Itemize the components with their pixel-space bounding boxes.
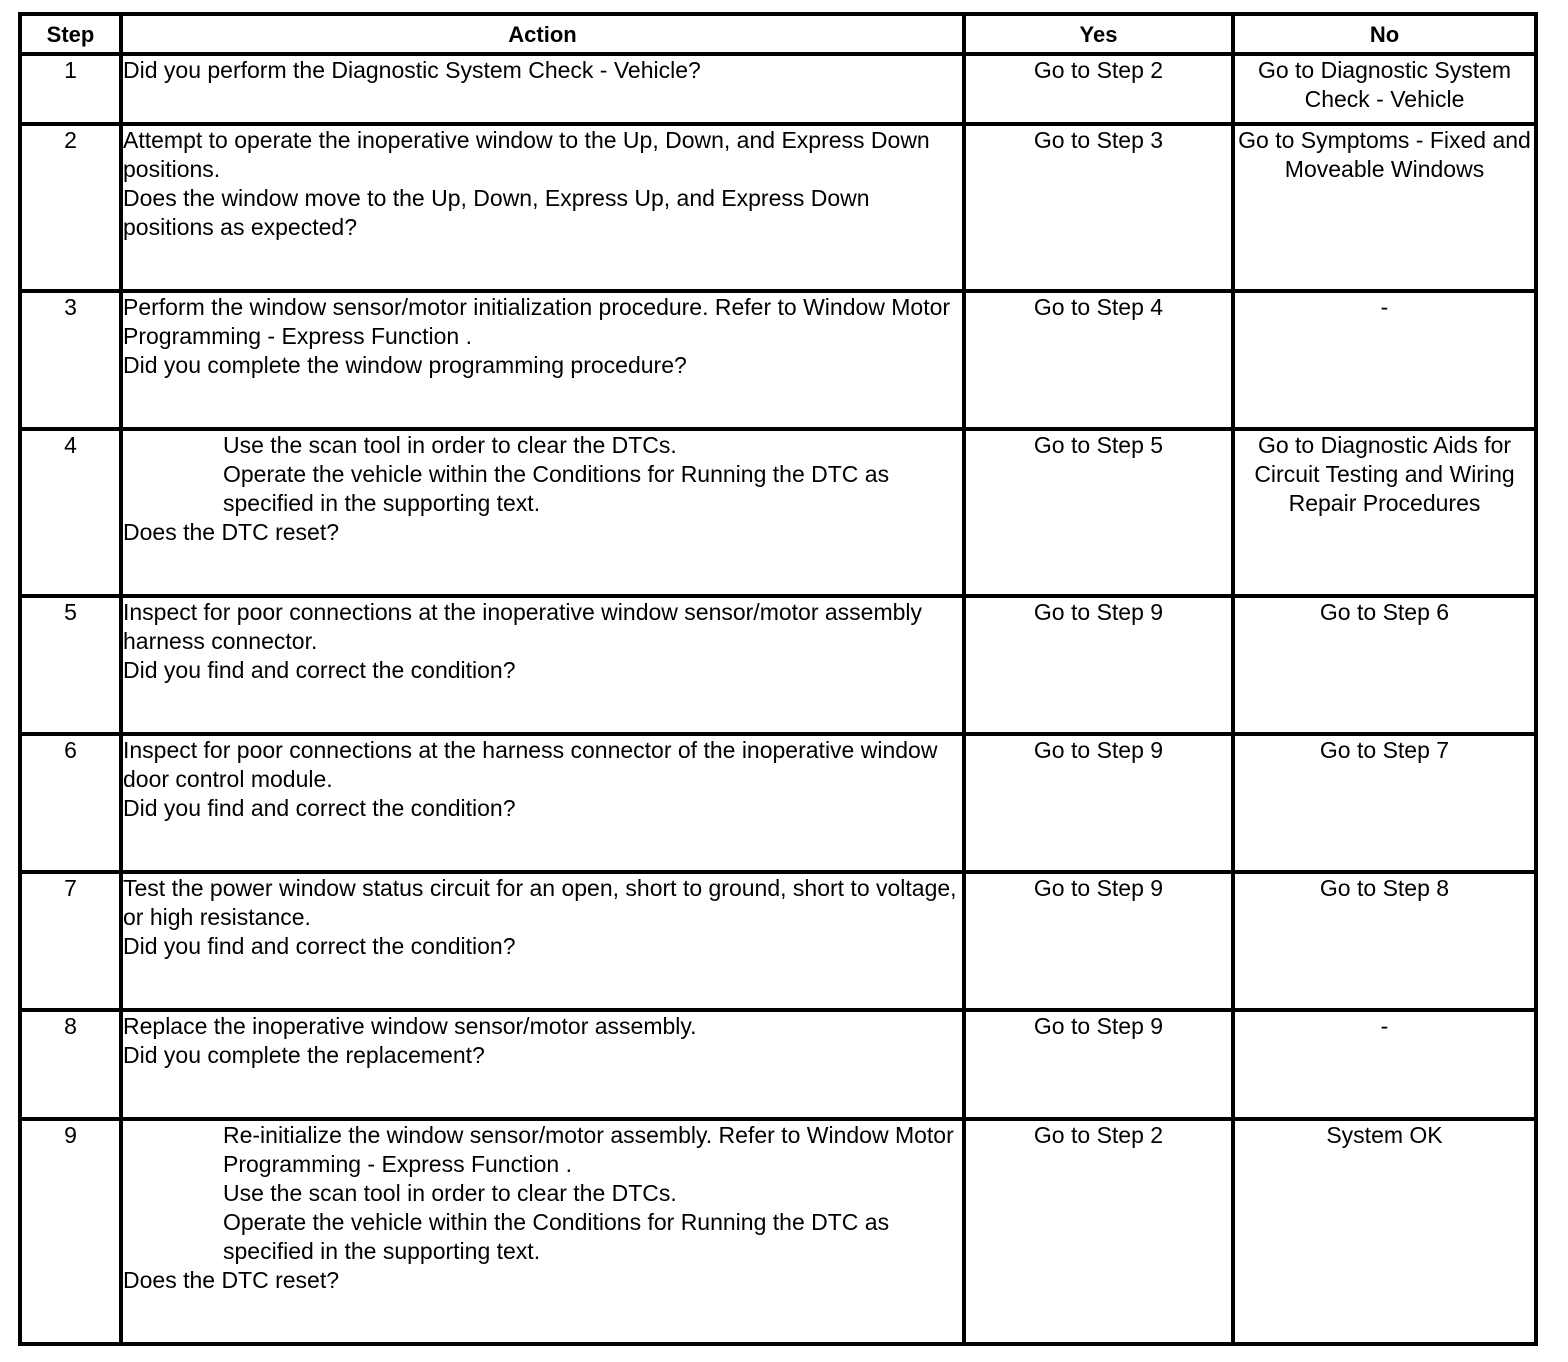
question-text: Does the DTC reset? xyxy=(123,519,340,545)
yes-result: Go to Step 9 xyxy=(964,872,1233,1010)
table-row xyxy=(20,124,1536,291)
no-result: Go to Step 8 xyxy=(1233,872,1536,1010)
question-text: Did you complete the window programming procedure? xyxy=(123,352,687,378)
no-result: - xyxy=(1233,1010,1536,1119)
action-cell xyxy=(121,54,964,124)
step-header: Step xyxy=(20,14,121,54)
instruction-text: Use the scan tool in order to clear the DTCs. xyxy=(223,1180,677,1206)
no-header: No xyxy=(1233,14,1536,54)
table-row xyxy=(20,1119,1536,1344)
yes-result: Go to Step 9 xyxy=(964,1010,1233,1119)
no-result: System OK xyxy=(1233,1119,1536,1344)
no-result: Go to Diagnostic System Check - Vehicle xyxy=(1233,54,1536,124)
instruction-text: Use the scan tool in order to clear the DTCs. xyxy=(223,432,677,458)
step-number: 8 xyxy=(20,1010,121,1119)
no-result: - xyxy=(1233,291,1536,429)
action-cell xyxy=(121,1119,964,1344)
yes-result: Go to Step 9 xyxy=(964,734,1233,872)
step-number: 4 xyxy=(20,429,121,596)
question-text: Does the window move to the Up, Down, Express Up, and Express Down positions as expected? xyxy=(123,185,870,240)
header-row xyxy=(20,14,1536,54)
instruction-text: Operate the vehicle within the Conditions for Running the DTC as specified in the supporting text. xyxy=(223,461,890,516)
no-result: Go to Step 6 xyxy=(1233,596,1536,734)
question-text: Did you perform the Diagnostic System Check - Vehicle? xyxy=(123,57,701,83)
action-cell xyxy=(121,734,964,872)
instruction-text: Replace the inoperative window sensor/motor assembly. xyxy=(123,1013,697,1039)
step-number: 6 xyxy=(20,734,121,872)
step-number: 3 xyxy=(20,291,121,429)
instruction-text: Perform the window sensor/motor initialization procedure. Refer to Window Motor Programming - Express Function . xyxy=(123,294,951,349)
action-cell xyxy=(121,124,964,291)
no-result: Go to Diagnostic Aids for Circuit Testing and Wiring Repair Procedures xyxy=(1233,429,1536,596)
action-cell xyxy=(121,1010,964,1119)
table-row xyxy=(20,54,1536,124)
no-result: Go to Symptoms - Fixed and Moveable Windows xyxy=(1233,124,1536,291)
table-row xyxy=(20,596,1536,734)
yes-header: Yes xyxy=(964,14,1233,54)
table-row xyxy=(20,734,1536,872)
instruction-text: Attempt to operate the inoperative window to the Up, Down, and Express Down positions. xyxy=(123,127,930,182)
question-text: Did you find and correct the condition? xyxy=(123,933,516,959)
action-cell xyxy=(121,872,964,1010)
table-row xyxy=(20,429,1536,596)
step-number: 2 xyxy=(20,124,121,291)
yes-result: Go to Step 2 xyxy=(964,1119,1233,1344)
instruction-text: Operate the vehicle within the Conditions for Running the DTC as specified in the supporting text. xyxy=(223,1209,890,1264)
yes-result: Go to Step 9 xyxy=(964,596,1233,734)
diagnostic-table xyxy=(18,12,1538,1346)
yes-result: Go to Step 5 xyxy=(964,429,1233,596)
yes-result: Go to Step 2 xyxy=(964,54,1233,124)
table-row xyxy=(20,291,1536,429)
action-cell xyxy=(121,596,964,734)
step-number: 9 xyxy=(20,1119,121,1344)
step-number: 7 xyxy=(20,872,121,1010)
action-cell xyxy=(121,291,964,429)
no-result: Go to Step 7 xyxy=(1233,734,1536,872)
yes-result: Go to Step 4 xyxy=(964,291,1233,429)
table-row xyxy=(20,872,1536,1010)
instruction-text: Inspect for poor connections at the harness connector of the inoperative window door control module. xyxy=(123,737,938,792)
instruction-text: Re-initialize the window sensor/motor assembly. Refer to Window Motor Programming - Express Function . xyxy=(223,1122,954,1177)
question-text: Did you find and correct the condition? xyxy=(123,657,516,683)
step-number: 5 xyxy=(20,596,121,734)
question-text: Did you find and correct the condition? xyxy=(123,795,516,821)
step-number: 1 xyxy=(20,54,121,124)
table-row xyxy=(20,1010,1536,1119)
question-text: Did you complete the replacement? xyxy=(123,1042,485,1068)
question-text: Does the DTC reset? xyxy=(123,1267,340,1293)
yes-result: Go to Step 3 xyxy=(964,124,1233,291)
instruction-text: Test the power window status circuit for an open, short to ground, short to voltage, or high resistance. xyxy=(123,875,957,930)
action-header: Action xyxy=(121,14,964,54)
instruction-text: Inspect for poor connections at the inoperative window sensor/motor assembly harness connector. xyxy=(123,599,923,654)
action-cell xyxy=(121,429,964,596)
